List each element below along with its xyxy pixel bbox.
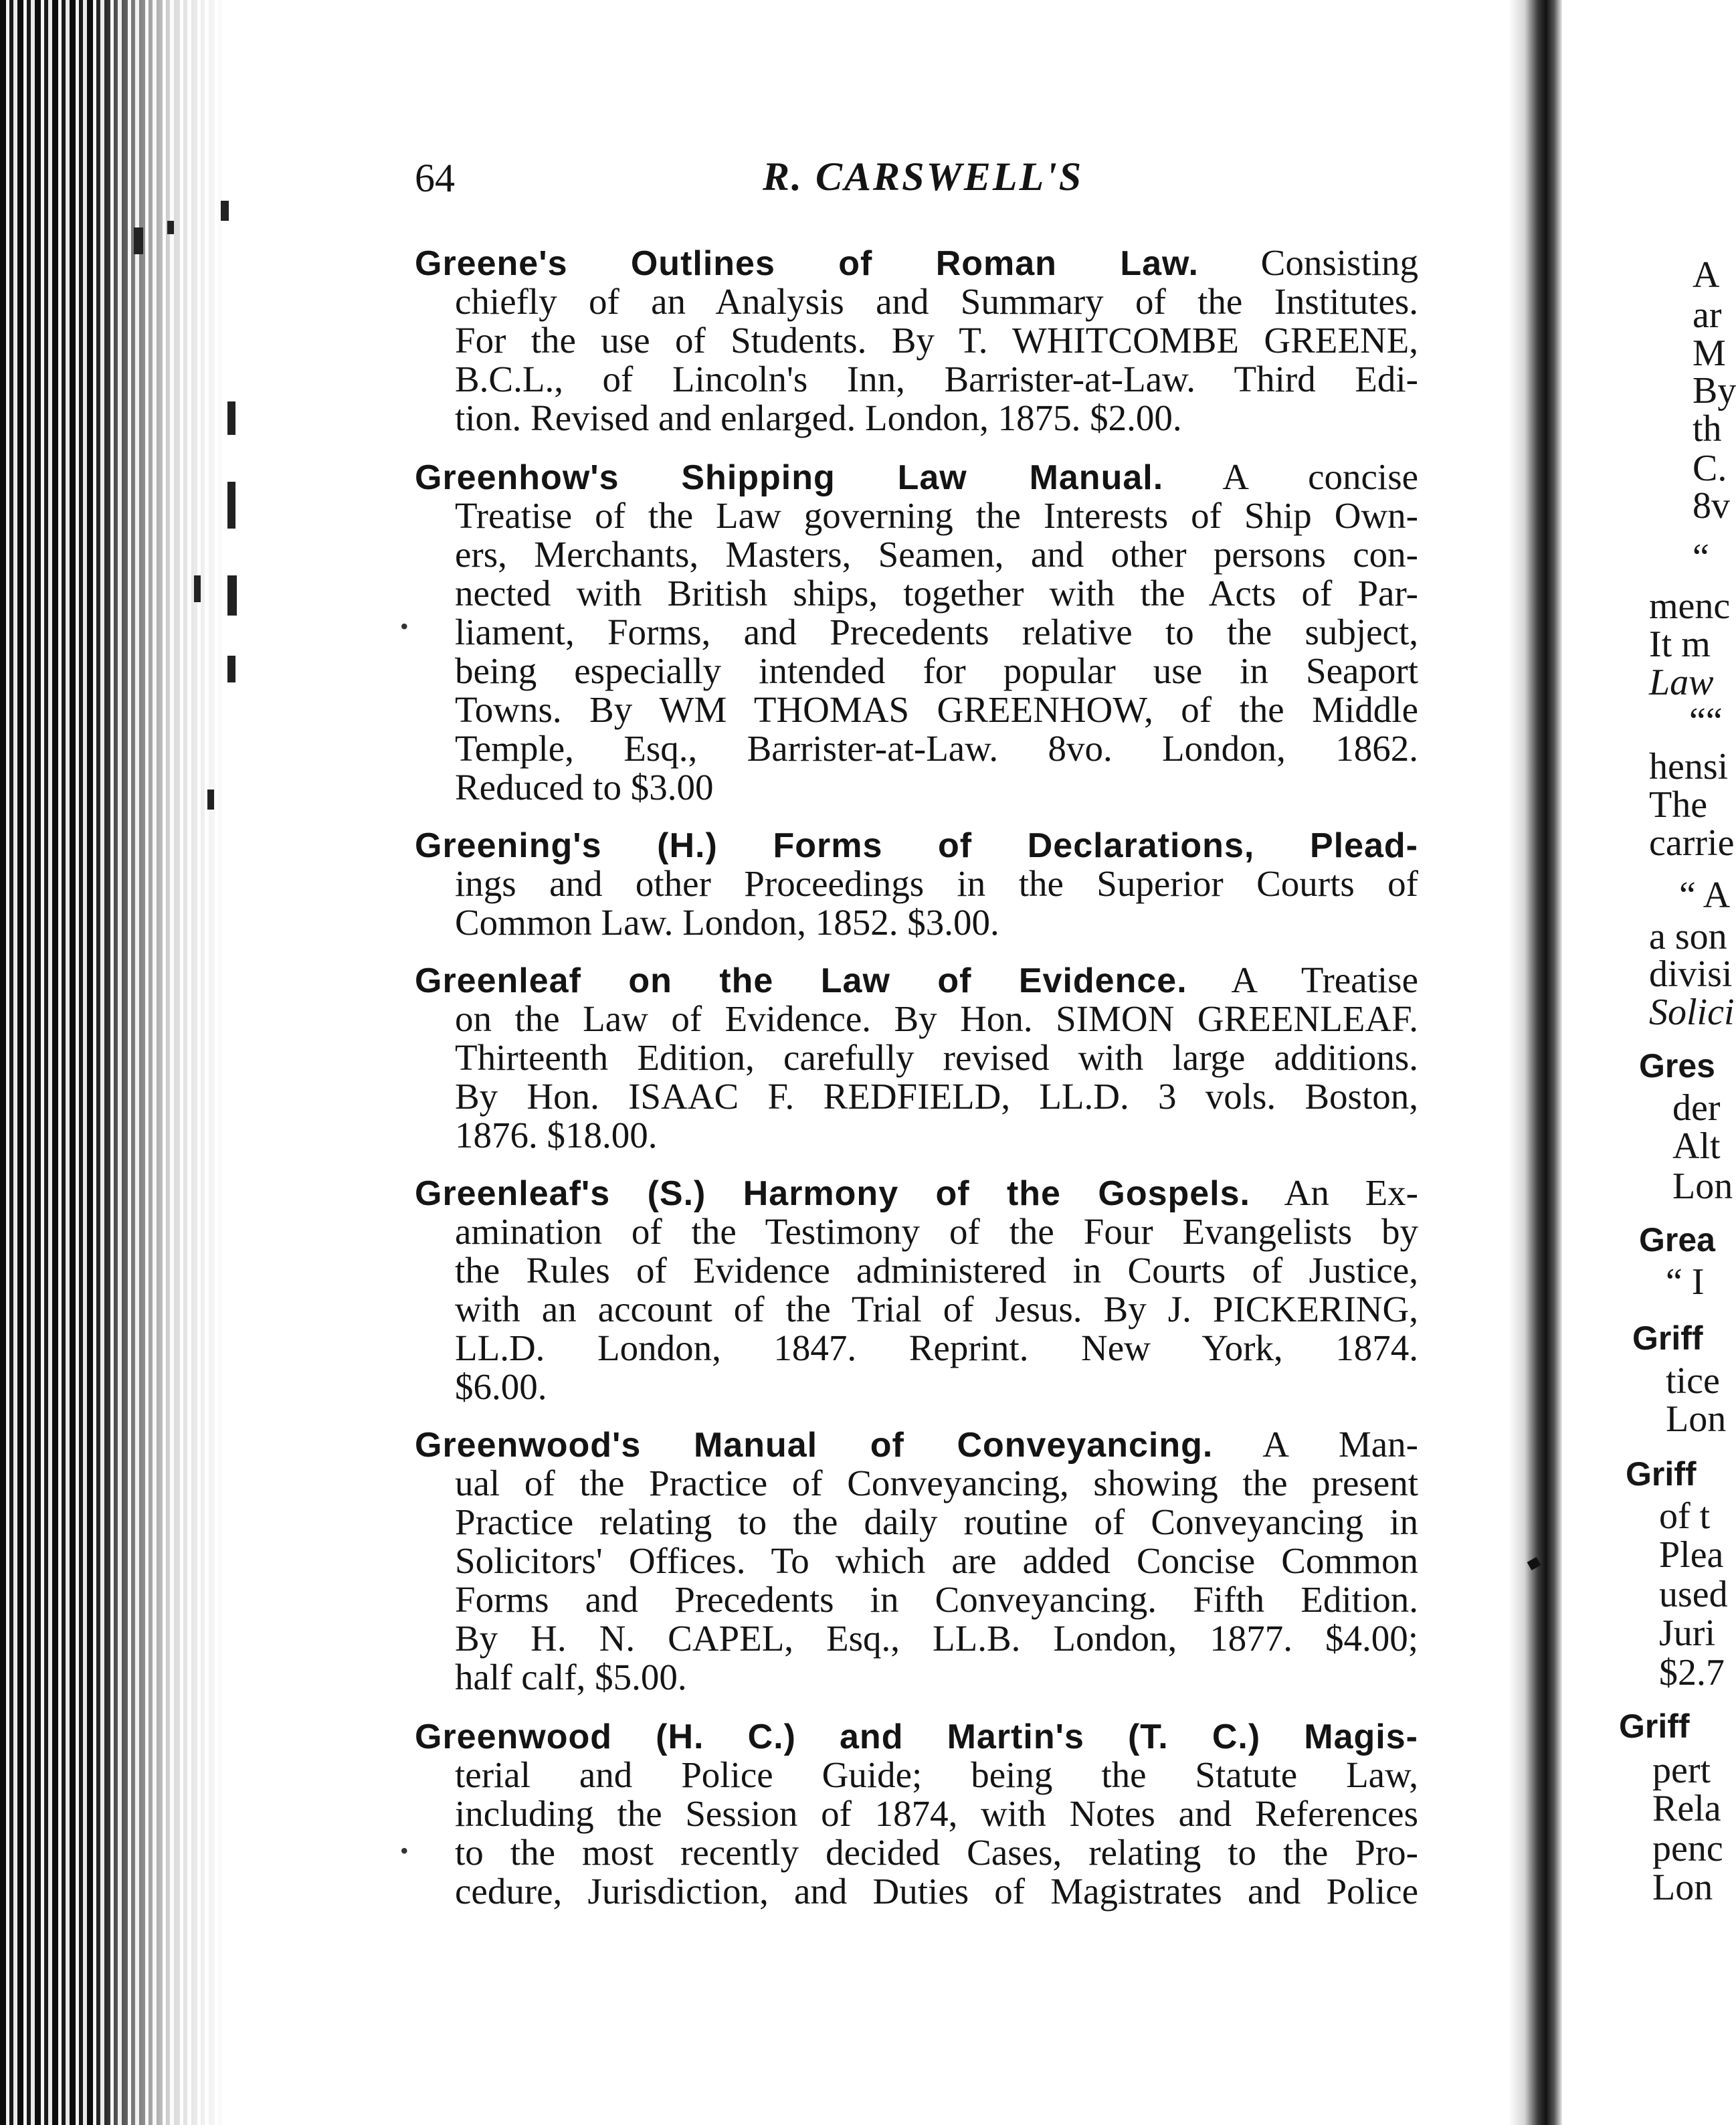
- fragment-line: Griff: [1632, 1319, 1703, 1357]
- entry-line: By Hon. ISAAC F. REDFIELD, LL.D. 3 vols. Boston,: [455, 1076, 1418, 1117]
- fragment-line: ““: [1689, 701, 1723, 742]
- fragment-line: “ A: [1679, 874, 1731, 916]
- catalog-entry: [415, 1717, 1418, 1911]
- entry-line: For the use of Students. By T. WHITCOMBE GREENE,: [455, 320, 1418, 361]
- fragment-line: der: [1672, 1087, 1721, 1129]
- fragment-line: Solici: [1649, 992, 1735, 1033]
- entry-line: Solicitors' Offices. To which are added Concise Common: [455, 1540, 1418, 1581]
- fragment-line: th: [1693, 408, 1722, 450]
- entry-line: cedure, Jurisdiction, and Duties of Magistrates and Police: [455, 1871, 1418, 1912]
- entry-line: ings and other Proceedings in the Superior Courts of: [455, 863, 1418, 904]
- fragment-line: $2.7: [1659, 1652, 1725, 1693]
- entry-text: An Ex-: [1284, 1172, 1418, 1213]
- entry-text: A Man-: [1262, 1424, 1418, 1465]
- stray-dot: •: [400, 613, 409, 640]
- right-gutter-shadow: [1509, 0, 1562, 2125]
- entry-title: Greenhow's Shipping Law Manual.: [415, 458, 1164, 497]
- entry-line: including the Session of 1874, with Notes and References: [455, 1793, 1418, 1834]
- entry-heading-line: [415, 458, 1418, 496]
- entry-line: B.C.L., of Lincoln's Inn, Barrister-at-Law. Third Edi-: [455, 359, 1418, 399]
- catalog-entry: [415, 244, 1418, 438]
- fragment-line: hensi: [1649, 746, 1729, 788]
- entry-line: Thirteenth Edition, carefully revised with large additions.: [455, 1037, 1418, 1078]
- entry-line: half calf, $5.00.: [455, 1657, 687, 1697]
- entry-line: Practice relating to the daily routine of Conveyancing in: [455, 1501, 1418, 1542]
- fragment-line: “: [1693, 537, 1709, 578]
- entry-line: By H. N. CAPEL, Esq., LL.B. London, 1877. $4.00;: [455, 1618, 1418, 1659]
- entry-line: Towns. By WM THOMAS GREENHOW, of the Middle: [455, 689, 1418, 730]
- running-head: R. CARSWELL'S: [763, 155, 1084, 199]
- fragment-line: of t: [1659, 1495, 1711, 1537]
- page-number: 64: [415, 156, 455, 200]
- fragment-line: The: [1649, 784, 1708, 826]
- fragment-line: “ I: [1666, 1261, 1705, 1303]
- fragment-line: Grea: [1639, 1221, 1715, 1259]
- entry-line: amination of the Testimony of the Four Evangelists by: [455, 1211, 1418, 1252]
- entry-line: $6.00.: [455, 1366, 547, 1407]
- entry-heading-line: [415, 1174, 1418, 1212]
- fragment-line: By: [1693, 370, 1736, 411]
- fragment-line: Juri: [1659, 1612, 1715, 1654]
- fragment-line: Law: [1649, 662, 1714, 703]
- catalog-entry: [415, 961, 1418, 1155]
- entry-line: chiefly of an Analysis and Summary of the Institutes.: [455, 281, 1418, 322]
- entry-title: Greenwood (H. C.) and Martin's (T. C.) Magis-: [415, 1718, 1418, 1756]
- entry-line: LL.D. London, 1847. Reprint. New York, 1874.: [455, 1327, 1418, 1368]
- entry-title: Greene's Outlines of Roman Law.: [415, 244, 1199, 283]
- entry-title: Greenleaf on the Law of Evidence.: [415, 961, 1187, 1000]
- gutter-marks: [127, 201, 241, 870]
- entry-title: Greenleaf's (S.) Harmony of the Gospels.: [415, 1174, 1250, 1213]
- fragment-line: Lon: [1672, 1166, 1733, 1207]
- entry-line: Reduced to $3.00: [455, 767, 714, 808]
- entry-line: tion. Revised and enlarged. London, 1875. $2.00.: [455, 397, 1182, 438]
- facing-page-fragment: [1562, 0, 1736, 2125]
- entry-line: Forms and Precedents in Conveyancing. Fifth Edition.: [455, 1579, 1418, 1620]
- entry-line: Treatise of the Law governing the Interests of Ship Own-: [455, 495, 1418, 536]
- fragment-line: Lon: [1666, 1398, 1727, 1440]
- fragment-line: A: [1693, 254, 1720, 296]
- fragment-line: menc: [1649, 585, 1731, 627]
- catalog-entry: [415, 458, 1418, 807]
- fragment-line: used: [1659, 1574, 1728, 1615]
- entry-text: A concise: [1222, 456, 1419, 497]
- entry-heading-line: [415, 1425, 1418, 1464]
- entry-text: A Treatise: [1231, 959, 1418, 1000]
- entry-text: Consisting: [1260, 242, 1419, 283]
- entry-line: Common Law. London, 1852. $3.00.: [455, 902, 999, 943]
- fragment-line: C.: [1693, 448, 1727, 489]
- entry-title: Greenwood's Manual of Conveyancing.: [415, 1426, 1214, 1465]
- fragment-line: Rela: [1652, 1788, 1721, 1829]
- entry-line: with an account of the Trial of Jesus. By J. PICKERING,: [455, 1289, 1418, 1329]
- fragment-line: penc: [1652, 1828, 1723, 1869]
- entry-line: on the Law of Evidence. By Hon. SIMON GREENLEAF.: [455, 998, 1418, 1039]
- entry-line: terial and Police Guide; being the Statute Law,: [455, 1754, 1418, 1795]
- entry-title: Greening's (H.) Forms of Declarations, Plead-: [415, 826, 1418, 865]
- entry-heading-line: [415, 961, 1418, 1000]
- entry-line: ual of the Practice of Conveyancing, showing the present: [455, 1463, 1418, 1503]
- fragment-line: a son: [1649, 916, 1727, 957]
- entry-line: 1876. $18.00.: [455, 1115, 658, 1156]
- entry-line: to the most recently decided Cases, relating to the Pro-: [455, 1832, 1418, 1873]
- fragment-line: Plea: [1659, 1534, 1724, 1576]
- catalog-entry: [415, 826, 1418, 942]
- entry-line: nected with British ships, together with the Acts of Par-: [455, 573, 1418, 614]
- fragment-line: 8v: [1693, 485, 1730, 527]
- entry-heading-line: [415, 826, 1418, 864]
- fragment-line: Gres: [1639, 1047, 1715, 1085]
- fragment-line: tice: [1666, 1360, 1720, 1402]
- fragment-line: carrie: [1649, 822, 1735, 864]
- fragment-line: It m: [1649, 624, 1711, 665]
- fragment-line: Griff: [1619, 1707, 1690, 1745]
- catalog-entry: [415, 1174, 1418, 1406]
- fragment-line: pert: [1652, 1750, 1711, 1791]
- fragment-line: divisi: [1649, 953, 1733, 995]
- entry-heading-line: [415, 244, 1418, 282]
- fragment-line: M: [1693, 333, 1726, 374]
- entry-heading-line: [415, 1717, 1418, 1756]
- fragment-line: Alt: [1672, 1125, 1721, 1167]
- entry-line: Temple, Esq., Barrister-at-Law. 8vo. London, 1862.: [455, 728, 1418, 769]
- entry-line: the Rules of Evidence administered in Courts of Justice,: [455, 1250, 1418, 1291]
- entry-line: liament, Forms, and Precedents relative to the subject,: [455, 612, 1418, 652]
- fragment-line: ar: [1693, 294, 1722, 336]
- entry-line: being especially intended for popular use in Seaport: [455, 650, 1418, 691]
- stray-dot: •: [400, 1837, 409, 1864]
- fragment-line: Lon: [1652, 1867, 1713, 1908]
- fragment-line: Griff: [1626, 1455, 1697, 1493]
- entry-line: ers, Merchants, Masters, Seamen, and other persons con-: [455, 534, 1418, 575]
- catalog-entry: [415, 1425, 1418, 1697]
